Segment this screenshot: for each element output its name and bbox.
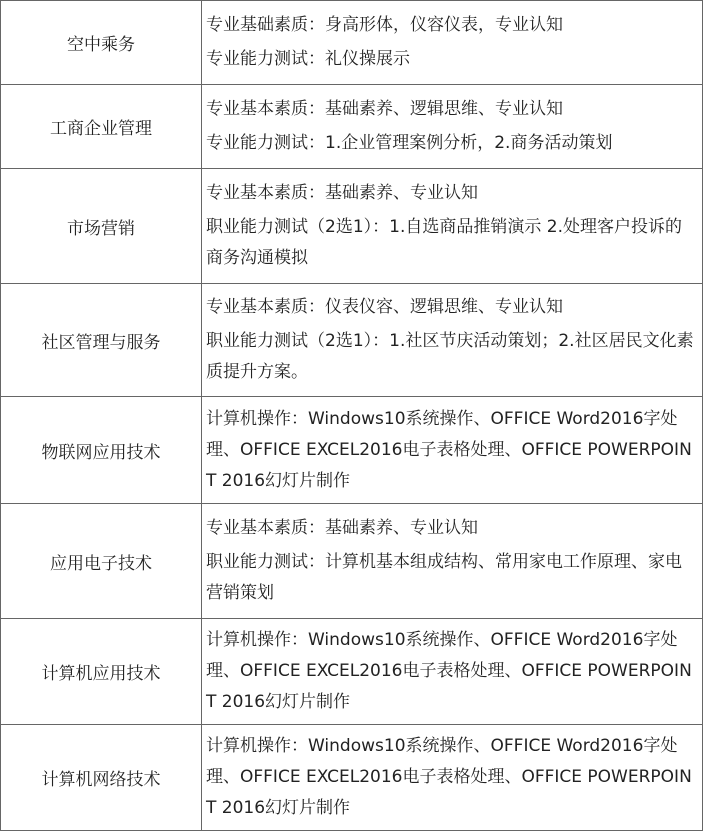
major-cell: 工商企业管理 bbox=[1, 85, 202, 169]
requirement-cell bbox=[202, 619, 703, 725]
requirement-line: 职业能力测试（2选1）：1.社区节庆活动策划；2.社区居民文化素质提升方案。 bbox=[206, 331, 694, 382]
requirement-cell bbox=[202, 725, 703, 831]
table-row bbox=[1, 619, 703, 725]
requirement-line: 专业能力测试：礼仪操展示 bbox=[206, 49, 410, 69]
table-row bbox=[1, 85, 703, 169]
requirement-line: 职业能力测试：计算机基本组成结构、常用家电工作原理、家电营销策划 bbox=[206, 552, 682, 603]
requirement-cell bbox=[202, 504, 703, 619]
major-cell: 计算机应用技术 bbox=[1, 619, 202, 725]
major-cell: 应用电子技术 bbox=[1, 504, 202, 619]
requirement-cell bbox=[202, 169, 703, 284]
requirement-line: 计算机操作：Windows10系统操作、OFFICE Word2016字处理、OFFICE EXCEL2016电子表格处理、OFFICE POWERPOINT 2016幻灯片制作 bbox=[206, 630, 692, 712]
requirement-line: 专业基本素质：基础素养、逻辑思维、专业认知 bbox=[206, 99, 563, 119]
table-row bbox=[1, 1, 703, 85]
requirement-cell bbox=[202, 397, 703, 504]
requirement-line: 专业能力测试：1.企业管理案例分析，2.商务活动策划 bbox=[206, 133, 613, 153]
major-cell: 物联网应用技术 bbox=[1, 397, 202, 504]
major-cell: 计算机网络技术 bbox=[1, 725, 202, 831]
requirement-line: 专业基本素质：仪表仪容、逻辑思维、专业认知 bbox=[206, 297, 563, 317]
major-cell: 空中乘务 bbox=[1, 1, 202, 85]
requirement-line: 专业基本素质：基础素养、专业认知 bbox=[206, 183, 478, 203]
table-row bbox=[1, 169, 703, 284]
major-cell: 市场营销 bbox=[1, 169, 202, 284]
requirement-cell bbox=[202, 85, 703, 169]
requirement-line: 专业基础素质：身高形体，仪容仪表，专业认知 bbox=[206, 15, 563, 35]
requirement-line: 计算机操作：Windows10系统操作、OFFICE Word2016字处理、OFFICE EXCEL2016电子表格处理、OFFICE POWERPOINT 2016幻灯片制作 bbox=[206, 408, 692, 491]
table-row bbox=[1, 725, 703, 831]
requirement-cell bbox=[202, 284, 703, 397]
requirement-cell bbox=[202, 1, 703, 85]
table-row bbox=[1, 284, 703, 397]
requirement-line: 专业基本素质：基础素养、专业认知 bbox=[206, 518, 478, 538]
table-row bbox=[1, 397, 703, 504]
requirement-line: 职业能力测试（2选1）：1.自选商品推销演示 2.处理客户投诉的商务沟通模拟 bbox=[206, 217, 682, 268]
major-cell: 社区管理与服务 bbox=[1, 284, 202, 397]
table-row bbox=[1, 504, 703, 619]
requirement-line: 计算机操作：Windows10系统操作、OFFICE Word2016字处理、OFFICE EXCEL2016电子表格处理、OFFICE POWERPOINT 2016幻灯片制作 bbox=[206, 736, 692, 818]
